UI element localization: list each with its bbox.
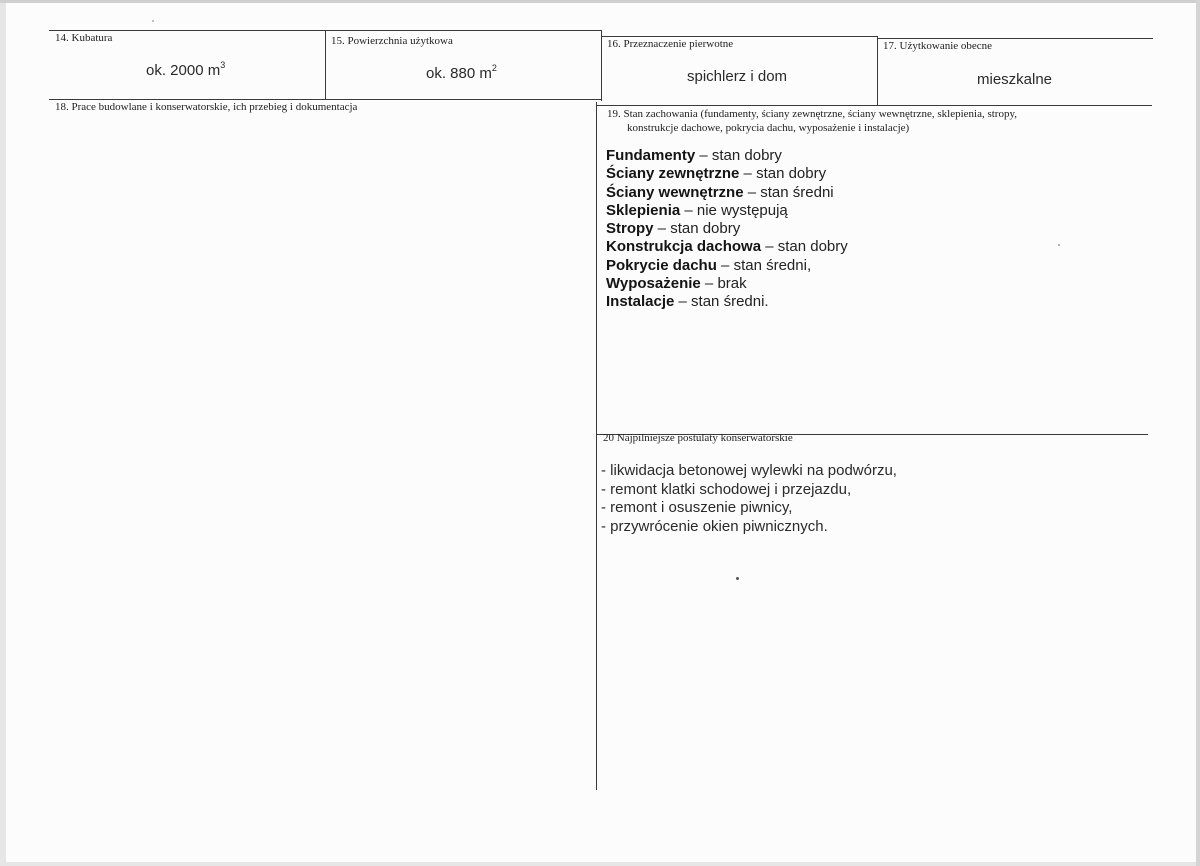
- postulate-item: - remont klatki schodowej i przejazdu,: [601, 480, 852, 498]
- divider-15-16: [601, 31, 602, 101]
- condition-item-installations: Instalacje – stan średni.: [606, 293, 769, 311]
- condition-item-roof-covering: Pokrycie dachu – stan średni,: [606, 256, 812, 274]
- condition-item-furnishings: Wyposażenie – brak: [606, 275, 747, 293]
- divider-14-15: [325, 30, 326, 100]
- postulate-item: - remont i osuszenie piwnicy,: [601, 499, 793, 517]
- top-rule-far-right: [878, 38, 1153, 39]
- condition-item-ceilings: Stropy – stan dobry: [606, 220, 741, 238]
- postulates-list: [601, 462, 897, 536]
- condition-item-vaults: Sklepienia – nie występują: [606, 201, 788, 219]
- field-19-label-line2: konstrukcje dachowe, pokrycia dachu, wyposażenie i instalacje): [627, 122, 910, 134]
- field-17-label: 17. Użytkowanie obecne: [883, 40, 993, 52]
- condition-item-roof-structure: Konstrukcja dachowa – stan dobry: [606, 238, 848, 256]
- postulate-item: - przywrócenie okien piwnicznych.: [601, 517, 828, 535]
- field-17-value: mieszkalne: [977, 71, 1053, 88]
- scan-speck: [1058, 244, 1060, 246]
- divider-18-19: [596, 102, 597, 790]
- top-rule-right: [602, 36, 878, 37]
- field-18-label: 18. Prace budowlane i konserwatorskie, ich przebieg i dokumentacja: [55, 101, 358, 113]
- form-page: [6, 0, 1196, 862]
- unit-exponent: 3: [220, 60, 226, 70]
- condition-item-interior-walls: Ściany wewnętrzne – stan średni: [606, 183, 834, 201]
- field-14-value: ok. 2000 $m^3$: [146, 60, 226, 79]
- unit-exponent: 2: [491, 63, 497, 73]
- field-16-value: spichlerz i dom: [687, 68, 788, 85]
- field-16-label: 16. Przeznaczenie pierwotne: [607, 38, 734, 50]
- scan-speck: [152, 20, 154, 22]
- field-20-label: 20 Najpilniejsze postulaty konserwatorskie: [603, 432, 793, 444]
- field-19-label-line1: 19. Stan zachowania (fundamenty, ściany zewnętrzne, ściany wewnętrzne, sklepienia, stropy,: [607, 108, 1018, 120]
- condition-item-foundations: Fundamenty – stan dobry: [606, 147, 782, 164]
- field-15-label: 15. Powierzchnia użytkowa: [331, 35, 453, 47]
- scan-edge-right: [1196, 0, 1200, 866]
- scan-edge-top: [0, 0, 1200, 3]
- condition-item-exterior-walls: Ściany zewnętrzne – stan dobry: [606, 165, 827, 183]
- mid-rule-right: [597, 105, 1152, 106]
- scan-speck: [736, 577, 739, 580]
- postulate-item: - likwidacja betonowej wylewki na podwórzu,: [601, 462, 897, 479]
- divider-16-17: [877, 36, 878, 106]
- field-15-value: ok. 880 $m^2$: [426, 63, 497, 82]
- field-14-label: 14. Kubatura: [55, 32, 113, 44]
- condition-list: [606, 147, 848, 312]
